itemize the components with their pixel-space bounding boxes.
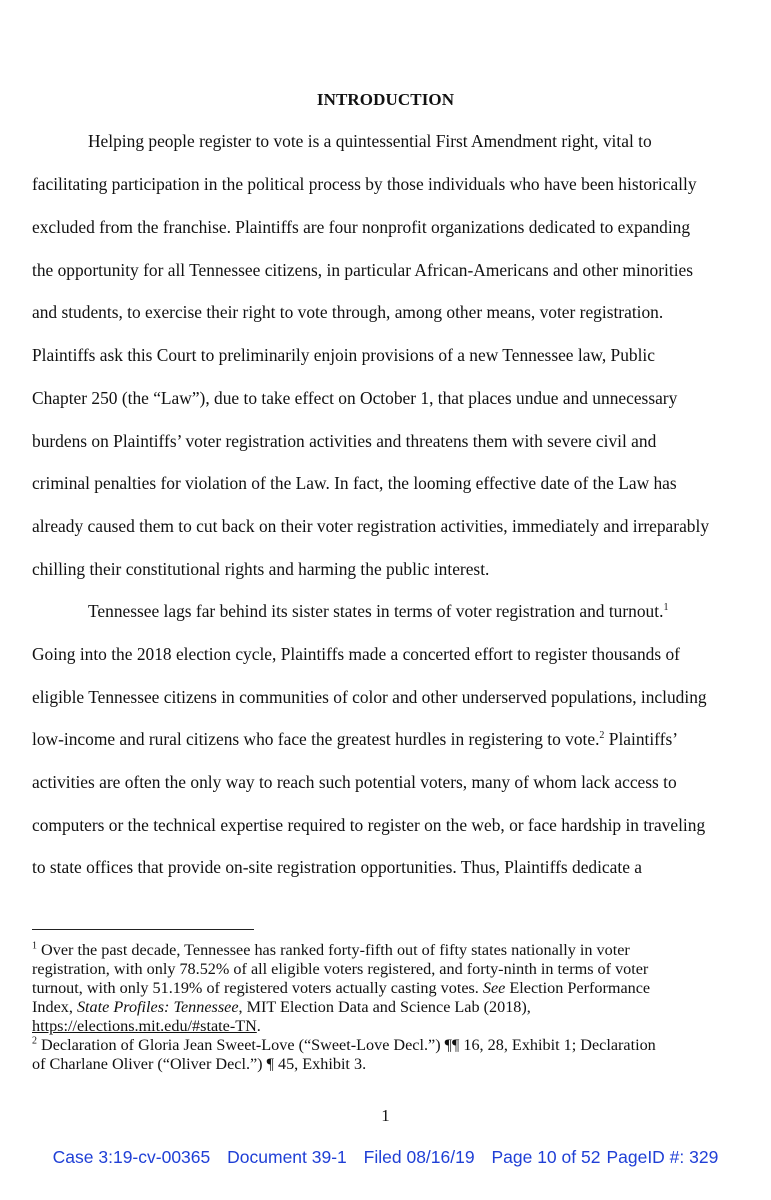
stamp-filed: Filed 08/16/19 (363, 1147, 475, 1167)
footnote-divider (32, 929, 254, 930)
footnote-1-line (32, 1017, 261, 1035)
footnote-text: turnout, with only 51.19% of registered voters actually casting votes. (32, 979, 483, 997)
section-heading: INTRODUCTION (316, 90, 455, 109)
footnote-link[interactable]: https://elections.mit.edu/#state-TN (32, 1017, 257, 1035)
footnote-text: Declaration of Gloria Jean Sweet-Love (“Sweet-Love Decl.”) ¶¶ 16, 28, Exhibit 1; Declaration (37, 1036, 656, 1054)
footnote-2-mark: 2 (32, 1035, 37, 1047)
footnote-1-line (32, 941, 630, 959)
stamp-case: Case 3:19-cv-00365 (52, 1147, 211, 1167)
footnote-2-line: of Charlane Oliver (“Oliver Decl.”) ¶ 45, Exhibit 3. (32, 1055, 367, 1073)
footnote-1-mark: 1 (32, 940, 37, 952)
filing-stamp (0, 1147, 771, 1168)
body-line: Helping people register to vote is a quintessential First Amendment right, vital to (88, 131, 652, 151)
footnote-text: . (256, 1017, 261, 1035)
body-line: already caused them to cut back on their voter registration activities, immediately and irreparably (32, 516, 710, 536)
footnote-text: Election Performance (505, 979, 651, 997)
body-text: low-income and rural citizens who face the greatest hurdles in registering to vote. (32, 729, 600, 749)
footnote-1-line (32, 998, 531, 1016)
body-line: facilitating participation in the political process by those individuals who have been historically (32, 174, 697, 194)
body-line: chilling their constitutional rights and harming the public interest. (32, 559, 490, 579)
body-line: excluded from the franchise. Plaintiffs are four nonprofit organizations dedicated to expanding (32, 217, 691, 237)
body-line: Chapter 250 (the “Law”), due to take effect on October 1, that places undue and unnecessary (32, 388, 678, 408)
body-line: activities are often the only way to reach such potential voters, many of whom lack access to (32, 772, 677, 792)
footnote-1-line: registration, with only 78.52% of all eligible voters registered, and forty-ninth in terms of voter (32, 960, 649, 978)
body-text: Tennessee lags far behind its sister states in terms of voter registration and turnout. (88, 601, 664, 621)
footnote-text: Index, (32, 998, 77, 1016)
body-line: and students, to exercise their right to vote through, among other means, voter registration. (32, 302, 664, 322)
body-line: Plaintiffs ask this Court to preliminarily enjoin provisions of a new Tennessee law, Public (32, 345, 655, 365)
footnote-ref-2: 2 (599, 730, 605, 742)
body-text: Plaintiffs’ (604, 729, 679, 749)
footnote-signal: See (482, 979, 506, 997)
stamp-document: Document 39-1 (227, 1147, 347, 1167)
footnote-2-line (32, 1036, 656, 1054)
body-line (88, 601, 668, 621)
body-line: the opportunity for all Tennessee citizens, in particular African-Americans and other minorities (32, 260, 694, 280)
footnote-text: , MIT Election Data and Science Lab (2018), (238, 998, 531, 1016)
footnote-1-line (32, 979, 650, 997)
body-line: criminal penalties for violation of the Law. In fact, the looming effective date of the Law has (32, 473, 677, 493)
footnote-source-title: State Profiles: Tennessee (76, 998, 239, 1016)
body-line (32, 729, 678, 749)
body-line: computers or the technical expertise required to register on the web, or face hardship in traveling (32, 815, 706, 835)
footnote-ref-1: 1 (663, 602, 669, 614)
stamp-pageid: PageID #: 329 (606, 1147, 719, 1167)
page-number: 1 (381, 1106, 390, 1125)
body-line: burdens on Plaintiffs’ voter registration activities and threatens them with severe civil and (32, 431, 657, 451)
body-line: Going into the 2018 election cycle, Plaintiffs made a concerted effort to register thousands of (32, 644, 680, 664)
body-line: to state offices that provide on-site registration opportunities. Thus, Plaintiffs dedicate a (32, 857, 642, 877)
body-line: eligible Tennessee citizens in communities of color and other underserved populations, including (32, 687, 707, 707)
stamp-page: Page 10 of 52 (491, 1147, 601, 1167)
footnote-text: Over the past decade, Tennessee has ranked forty-fifth out of fifty states nationally in voter (37, 941, 630, 959)
